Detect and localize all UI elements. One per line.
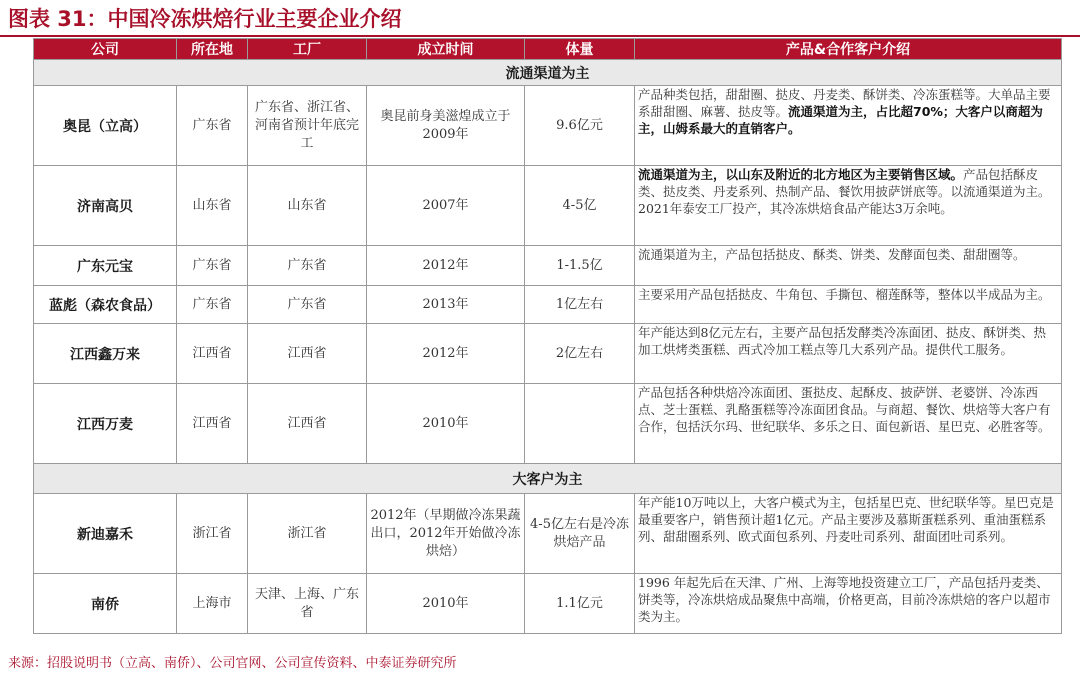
table-row — [34, 494, 1062, 574]
table-row — [34, 86, 1062, 166]
location-cell: 浙江省 — [177, 494, 248, 574]
founded-cell: 2013年 — [367, 286, 525, 324]
scale-cell: 4-5亿左右是冷冻烘焙产品 — [525, 494, 635, 574]
description-text: 年产能达到8亿元左右，主要产品包括发酵类冷冻面团、挞皮、酥饼类、热加工烘烤类蛋糕、西式冷加工糕点等几大系列产品。提供代工服务。 — [638, 325, 1046, 357]
factory-cell: 广东省 — [248, 286, 367, 324]
description-cell — [635, 384, 1062, 464]
company-name: 南侨 — [34, 574, 177, 634]
factory-cell: 广东省、浙江省、河南省预计年底完工 — [248, 86, 367, 166]
company-name: 江西鑫万来 — [34, 324, 177, 384]
founded-cell: 2012年 — [367, 324, 525, 384]
description-text: 产品包括酥皮类、挞皮类、丹麦系列、热制产品、餐饮用披萨饼底等。以流通渠道为主。2021年泰安工厂投产，其冷冻烘焙食品产能达3万余吨。 — [638, 167, 1051, 216]
description-text: 流通渠道为主，产品包括挞皮、酥类、饼类、发酵面包类、甜甜圈等。 — [638, 247, 1026, 262]
company-name: 奥昆（立高） — [34, 86, 177, 166]
description-cell — [635, 86, 1062, 166]
description-cell — [635, 324, 1062, 384]
factory-cell: 浙江省 — [248, 494, 367, 574]
col-header-location: 所在地 — [177, 39, 248, 60]
source-note: 来源：招股说明书（立高、南侨）、公司官网、公司宣传资料、中泰证券研究所 — [8, 656, 457, 671]
factory-cell: 天津、上海、广东省 — [248, 574, 367, 634]
table-header-row — [34, 39, 1062, 60]
location-cell: 山东省 — [177, 166, 248, 246]
scale-cell: 1-1.5亿 — [525, 246, 635, 286]
figure-title: 图表 31：中国冷冻烘焙行业主要企业介绍 — [8, 7, 402, 31]
description-cell — [635, 286, 1062, 324]
factory-cell: 广东省 — [248, 246, 367, 286]
company-name: 江西万麦 — [34, 384, 177, 464]
founded-cell: 奥昆前身美滋煌成立于2009年 — [367, 86, 525, 166]
description-cell — [635, 574, 1062, 634]
company-name: 新迪嘉禾 — [34, 494, 177, 574]
description-cell — [635, 494, 1062, 574]
scale-cell: 1.1亿元 — [525, 574, 635, 634]
section-row — [34, 60, 1062, 86]
table-row — [34, 246, 1062, 286]
col-header-scale: 体量 — [525, 39, 635, 60]
col-header-description: 产品&合作客户介绍 — [635, 39, 1062, 60]
col-header-founded: 成立时间 — [367, 39, 525, 60]
description-text: 产品包括各种烘焙冷冻面团、蛋挞皮、起酥皮、披萨饼、老婆饼、冷冻西点、芝士蛋糕、乳酪蛋糕等冷冻面团食品。与商超、餐饮、烘焙等大客户有合作，包括沃尔玛、世纪联华、多乐之日、面包新语、星巴克、必胜客等。 — [638, 385, 1051, 434]
section-row — [34, 464, 1062, 494]
description-text: 年产能10万吨以上，大客户模式为主，包括星巴克、世纪联华等。星巴克是最重要客户，销售预计超1亿元。产品主要涉及慕斯蛋糕系列、重油蛋糕系列、甜甜圈系列、欧式面包系列、丹麦吐司系列、甜面团吐司系列。 — [638, 495, 1054, 544]
description-text: 产品种类包括，甜甜圈、挞皮、丹麦类、酥饼类、冷冻蛋糕等。大单品主要系甜甜圈、麻薯、挞皮等。 — [638, 87, 1051, 119]
scale-cell — [525, 384, 635, 464]
description-text: 1996 年起先后在天津、广州、上海等地投资建立工厂，产品包括丹麦类、饼类等，冷冻烘焙成品聚焦中高端，价格更高，目前冷冻烘焙的客户以超市类为主。 — [638, 575, 1051, 624]
scale-cell: 2亿左右 — [525, 324, 635, 384]
company-name: 广东元宝 — [34, 246, 177, 286]
table-row — [34, 286, 1062, 324]
location-cell: 广东省 — [177, 246, 248, 286]
location-cell: 广东省 — [177, 86, 248, 166]
founded-cell: 2007年 — [367, 166, 525, 246]
company-name: 济南高贝 — [34, 166, 177, 246]
description-text: 主要采用产品包括挞皮、牛角包、手撕包、榴莲酥等，整体以半成品为主。 — [638, 287, 1051, 302]
col-header-factory: 工厂 — [248, 39, 367, 60]
factory-cell: 山东省 — [248, 166, 367, 246]
factory-cell: 江西省 — [248, 324, 367, 384]
founded-cell: 2012年（早期做冷冻果蔬出口，2012年开始做冷冻烘焙） — [367, 494, 525, 574]
title-divider — [0, 35, 1080, 37]
section-label: 大客户为主 — [34, 464, 1062, 494]
table-row — [34, 324, 1062, 384]
table-row — [34, 384, 1062, 464]
company-name: 蓝彪（森农食品） — [34, 286, 177, 324]
table-row — [34, 574, 1062, 634]
col-header-company: 公司 — [34, 39, 177, 60]
section-label: 流通渠道为主 — [34, 60, 1062, 86]
founded-cell: 2010年 — [367, 384, 525, 464]
location-cell: 江西省 — [177, 384, 248, 464]
description-highlight: 流通渠道为主，以山东及附近的北方地区为主要销售区域。 — [638, 167, 964, 182]
scale-cell: 9.6亿元 — [525, 86, 635, 166]
description-cell — [635, 246, 1062, 286]
founded-cell: 2010年 — [367, 574, 525, 634]
location-cell: 广东省 — [177, 286, 248, 324]
scale-cell: 1亿左右 — [525, 286, 635, 324]
scale-cell: 4-5亿 — [525, 166, 635, 246]
description-highlight: 流通渠道为主，占比超70%；大客户以商超为主，山姆系最大的直销客户。 — [638, 104, 1043, 136]
description-cell — [635, 166, 1062, 246]
founded-cell: 2012年 — [367, 246, 525, 286]
company-table — [33, 38, 1062, 634]
location-cell: 江西省 — [177, 324, 248, 384]
table-row — [34, 166, 1062, 246]
factory-cell: 江西省 — [248, 384, 367, 464]
location-cell: 上海市 — [177, 574, 248, 634]
